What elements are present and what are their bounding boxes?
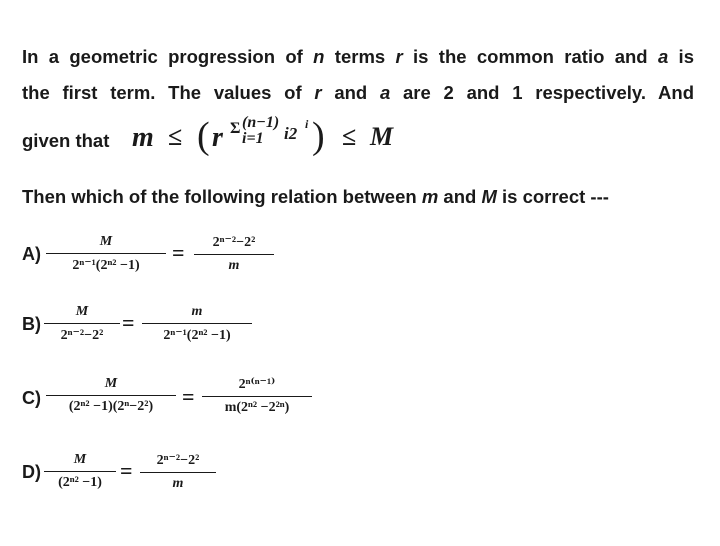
question-line-2-text: the first term. The values of r and a are 2 and 1 respectively. And	[22, 82, 694, 103]
question-line-1-text: In a geometric progression of n terms r is the common ratio and a is	[22, 46, 694, 67]
option-d-left-numerator: M	[73, 452, 87, 467]
option-c-equals: =	[182, 384, 195, 409]
option-d-label: D)	[22, 462, 41, 482]
option-d-right-numerator: 2ⁿ⁻²−2²	[156, 453, 200, 468]
option-b[interactable]	[22, 300, 422, 360]
option-b-equals: =	[122, 310, 135, 335]
question-line-2	[22, 82, 694, 104]
option-d-right-denominator: m	[172, 476, 184, 491]
fraction-bar	[202, 396, 312, 397]
fraction-bar	[44, 323, 120, 324]
option-a[interactable]	[22, 230, 422, 290]
fraction-bar	[194, 254, 274, 255]
sum-symbol: Σ	[230, 120, 241, 137]
fraction-bar	[46, 395, 176, 396]
sum-lower-limit: i=1	[242, 130, 264, 147]
option-c-right-denominator: m(2ⁿ² −2²ⁿ)	[224, 400, 290, 415]
math-M: M	[370, 122, 394, 151]
option-c-right-fraction	[202, 376, 312, 416]
option-a-right-numerator: 2ⁿ⁻²−2²	[212, 235, 256, 250]
fraction-bar	[140, 472, 216, 473]
option-a-equals: =	[172, 240, 185, 265]
option-c[interactable]	[22, 372, 422, 432]
option-b-right-denominator: 2ⁿ⁻¹(2ⁿ² −1)	[163, 328, 231, 343]
option-d-equals: =	[120, 458, 133, 483]
sum-term: i2	[284, 124, 298, 143]
option-c-left-denominator: (2ⁿ² −1)(2ⁿ−2²)	[68, 399, 154, 414]
paren-open: (	[197, 115, 210, 157]
question-line-1	[22, 46, 694, 68]
option-d[interactable]	[22, 448, 422, 508]
math-m: m	[132, 122, 154, 153]
option-c-left-numerator: M	[104, 376, 118, 391]
question-line-4: Then which of the following relation between m and M is correct ---	[22, 186, 609, 207]
option-d-left-fraction	[44, 452, 116, 491]
fraction-bar	[142, 323, 252, 324]
option-c-right-numerator: 2ⁿ⁽ⁿ⁻¹⁾	[238, 377, 276, 392]
option-c-label: C)	[22, 388, 41, 408]
option-b-right-numerator: m	[191, 304, 203, 319]
sum-term-exponent: i	[305, 117, 309, 131]
option-b-label: B)	[22, 314, 41, 334]
option-b-left-denominator: 2ⁿ⁻²−2²	[60, 328, 104, 343]
given-that-text: given that	[22, 130, 110, 151]
option-c-left-fraction	[46, 376, 176, 415]
sum-upper-limit: (n−1)	[242, 114, 280, 131]
math-le-2: ≤	[342, 122, 357, 151]
math-base-r: r	[212, 122, 223, 153]
option-a-left-fraction	[46, 234, 166, 274]
option-b-left-numerator: M	[75, 304, 89, 319]
option-a-left-denominator: 2ⁿ⁻¹(2ⁿ² −1)	[72, 258, 140, 273]
fraction-bar	[44, 471, 116, 472]
paren-close: )	[312, 115, 325, 157]
option-b-left-fraction	[44, 304, 120, 344]
option-d-right-fraction	[140, 452, 216, 492]
option-a-label: A)	[22, 244, 41, 264]
option-a-right-denominator: m	[228, 258, 240, 273]
fraction-bar	[46, 253, 166, 254]
option-a-left-numerator: M	[99, 234, 113, 249]
option-a-right-fraction	[194, 234, 274, 274]
math-le-1: ≤	[168, 122, 183, 151]
option-d-left-denominator: (2ⁿ² −1)	[58, 475, 102, 490]
option-b-right-fraction	[142, 304, 252, 344]
